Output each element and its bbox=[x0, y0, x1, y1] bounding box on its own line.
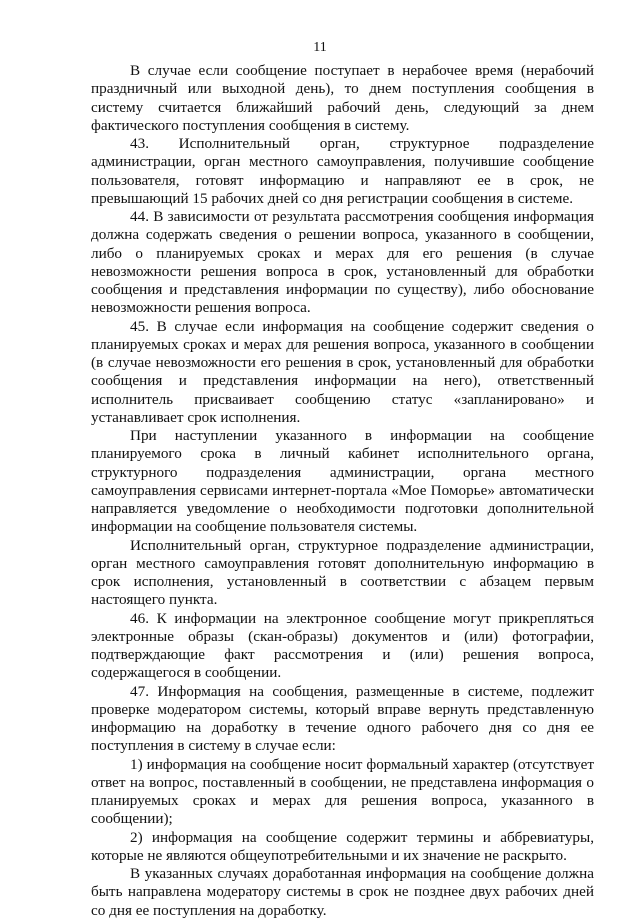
document-body bbox=[91, 62, 594, 920]
paragraph-47: 47. Информация на сообщения, размещенные в системе, подлежит проверке модератором системы, который вправе вернуть представленную информацию на доработку в течение одного рабочего дня со дня ее поступления в систему в случае если: bbox=[91, 682, 594, 755]
paragraph-45-deadline-notice: При наступлении указанного в информации на сообщение планируемого срока в личный кабинет исполнительного органа, структурного подразделения администрации, органа местного самоуправления сервисами интернет-портала «Мое Поморье» автоматически направляется уведомление о необходимости подготовки дополнительной информации на сообщение пользователя системы. bbox=[91, 427, 594, 536]
page-number: 11 bbox=[313, 40, 327, 55]
paragraph-47-rework: В указанных случаях доработанная информация на сообщение должна быть направлена модератору системы в срок не позднее двух рабочих дней со дня ее поступления на доработку. bbox=[91, 865, 594, 919]
paragraph-44: 44. В зависимости от результата рассмотрения сообщения информация должна содержать сведения о решении вопроса, указанного в сообщении, либо о планируемых сроках и мерах для его решения (в случае невозможности решения вопроса в срок, установленный для обработки сообщения и представления информации по существу), либо обоснование невозможности решения вопроса. bbox=[91, 208, 594, 317]
paragraph-47-item-2: 2) информация на сообщение содержит термины и аббревиатуры, которые не являются общеупотребительными и их значение не раскрыто. bbox=[91, 828, 594, 864]
paragraph-47-item-1: 1) информация на сообщение носит формальный характер (отсутствует ответ на вопрос, поставленный в сообщении, не представлена информация о планируемых сроках и мерах для решения вопроса, указанного в сообщении); bbox=[91, 755, 594, 828]
paragraph-45: 45. В случае если информация на сообщение содержит сведения о планируемых сроках и мерах для решения вопроса, указанного в сообщении (в случае невозможности его решения в срок, установленный для обработки сообщения и представления информации на него), ответственный исполнитель присваивает сообщению статус «запланировано» и устанавливает срок исполнения. bbox=[91, 317, 594, 426]
paragraph-46: 46. К информации на электронное сообщение могут прикрепляться электронные образы (скан-образы) документов и (или) фотографии, подтверждающие факт рассмотрения и (или) решения вопроса, содержащегося в сообщении. bbox=[91, 609, 594, 682]
paragraph-43: 43. Исполнительный орган, структурное подразделение администрации, орган местного самоуправления, получившие сообщение пользователя, готовят информацию и направляют ее в срок, не превышающий 15 рабочих дней со дня регистрации сообщения в системе. bbox=[91, 135, 594, 207]
paragraph-45-additional-info: Исполнительный орган, структурное подразделение администрации, орган местного самоуправления готовят дополнительную информацию в срок исполнения, установленный в соответствии с абзацем первым настоящего пункта. bbox=[91, 536, 594, 609]
paragraph-non-working-day: В случае если сообщение поступает в нерабочее время (нерабочий праздничный или выходной день), то днем поступления сообщения в систему считается ближайший рабочий день, следующий за днем фактического поступления сообщения в систему. bbox=[91, 62, 594, 134]
